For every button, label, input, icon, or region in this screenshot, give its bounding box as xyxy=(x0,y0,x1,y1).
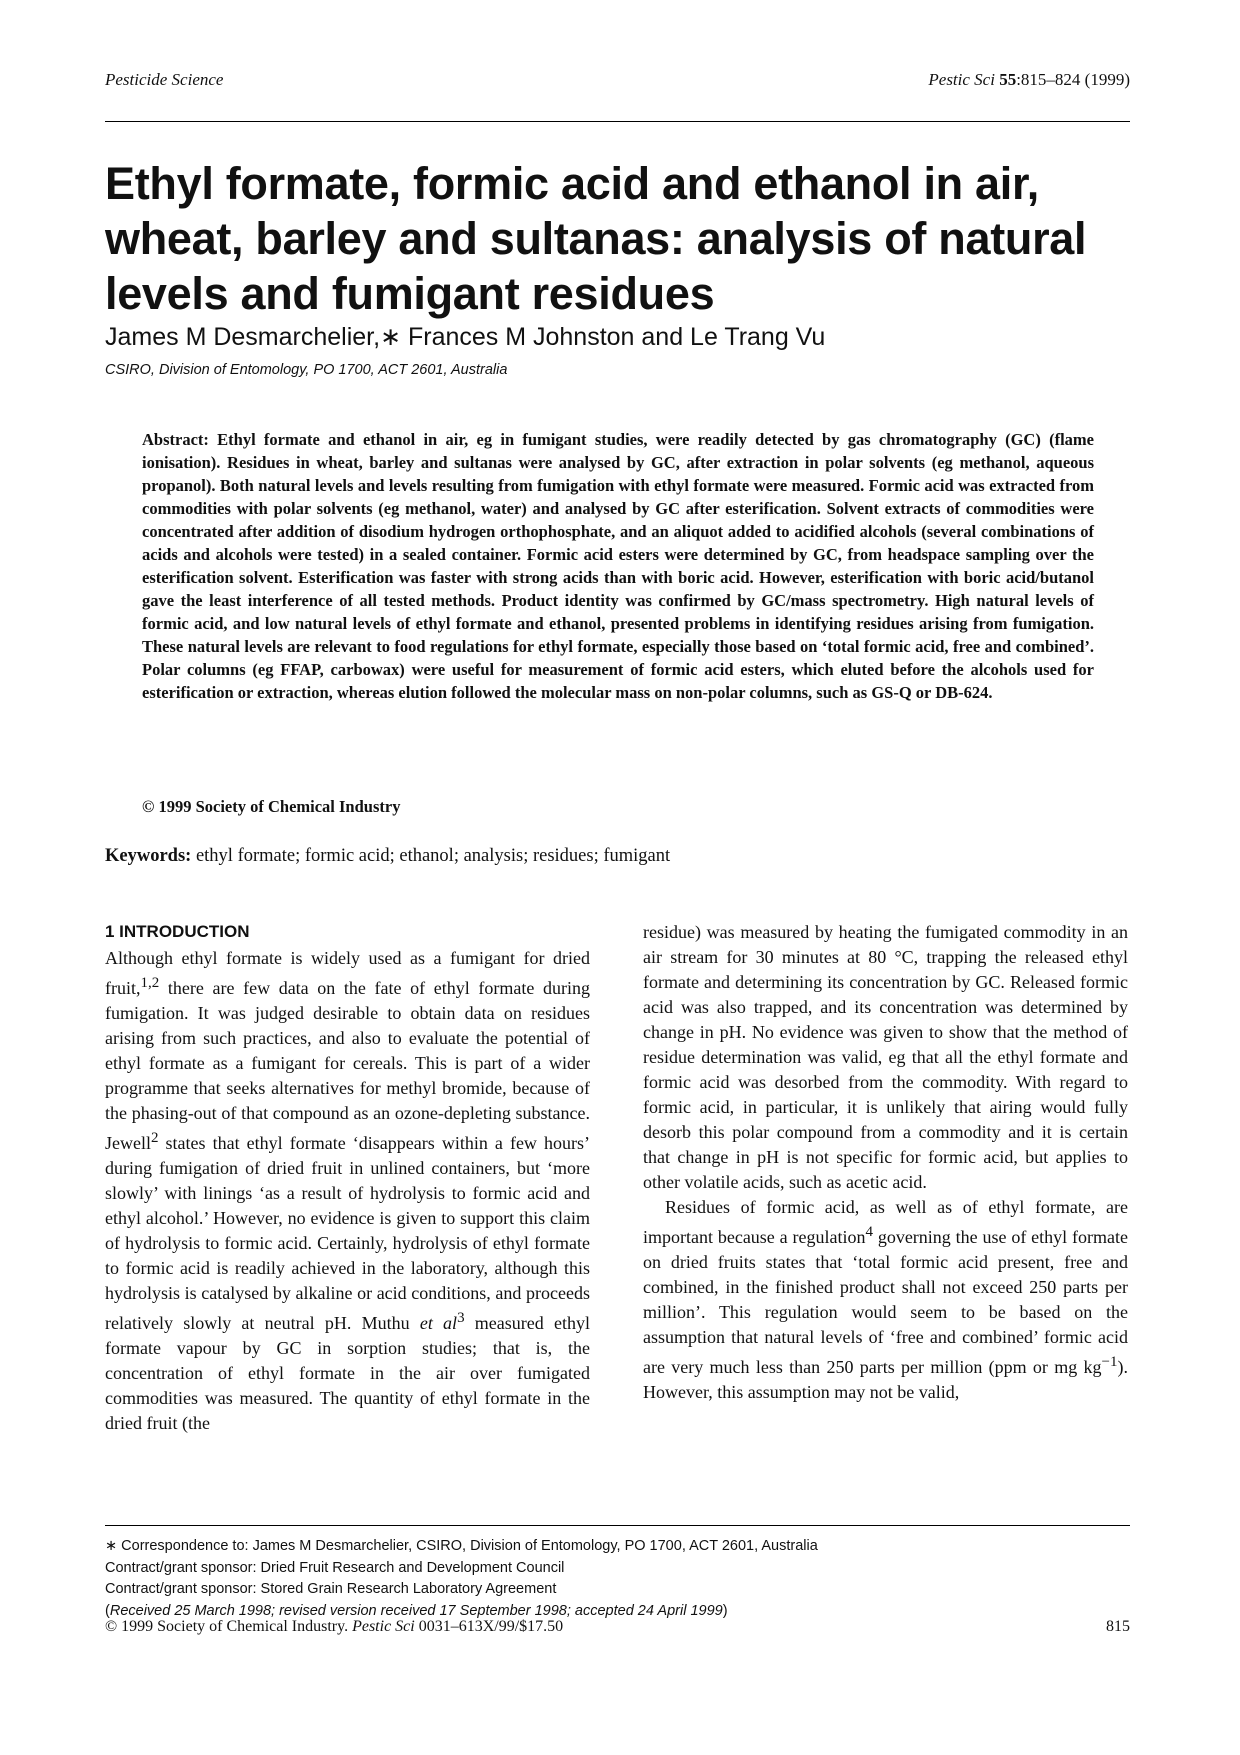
keywords-list: ethyl formate; formic acid; ethanol; analysis; residues; fumigant xyxy=(191,846,671,866)
citation-ref: 3 xyxy=(457,1310,465,1326)
citation xyxy=(928,70,1130,90)
text-run: measured ethyl formate vapour by GC in sorption studies; that is, the concentration of ethyl formate in the air over fumigated commodities was measured. The quantity of ethyl formate in the dried fruit (the xyxy=(105,1313,590,1433)
citation-ref: 1,2 xyxy=(140,975,160,991)
article-title: Ethyl formate, formic acid and ethanol in air, wheat, barley and sultanas: analysis of natural levels and fumigant residues xyxy=(105,158,1087,319)
footer-issn: 0031–613X/99/$17.50 xyxy=(414,1618,564,1635)
affiliation: CSIRO, Division of Entomology, PO 1700, ACT 2601, Australia xyxy=(105,362,508,378)
text-run: governing the use of ethyl formate on dried fruits states that ‘total formic acid present, free and combined, in the finished product shall not exceed 250 parts per million’. This regulation would seem to be based on the assumption that natural levels of ‘free and combined’ formic acid are very much less than 250 parts per million (ppm or mg kg xyxy=(643,1227,1128,1377)
et-al: et al xyxy=(419,1313,458,1333)
body-column-left xyxy=(105,920,590,1436)
citation-journal: Pestic Sci xyxy=(928,70,995,89)
header-divider xyxy=(105,121,1130,122)
page-footer xyxy=(105,1618,1130,1636)
intro-paragraph-2 xyxy=(643,1195,1128,1405)
citation-pages: :815–824 (1999) xyxy=(1016,70,1130,89)
text-run: Although ethyl formate is widely used as a fumigant for dried fruit, xyxy=(105,948,590,998)
text-run: ). However, this assumption may not be valid, xyxy=(643,1357,1128,1402)
keywords-label: Keywords: xyxy=(105,846,192,866)
abstract: Abstract: Ethyl formate and ethanol in air, eg in fumigant studies, were readily detected by gas chromatography (GC) (flame ionisation). Residues in wheat, barley and sultanas were analysed by GC, after extraction in polar solvents (eg methanol, aqueous propanol). Both natural levels and levels resulting from fumigation with ethyl formate were measured. Formic acid was extracted from commodities with polar solvents (eg methanol, water) and analysed by GC after esterification. Solvent extracts of commodities were concentrated after addition of disodium hydrogen orthophosphate, and an aliquot added to acidified alcohols (several combinations of acids and alcohols were tested) in a sealed container. Formic acid esters were determined by GC, from headspace sampling over the esterification solvent. Esterification was faster with strong acids than with boric acid. However, esterification with boric acid/butanol gave the least interference of all tested methods. Product identity was confirmed by GC/mass spectrometry. High natural levels of formic acid, and low natural levels of ethyl formate and ethanol, presented problems in identifying residues arising from fumigation. These natural levels are relevant to food regulations for ethyl formate, especially those based on ‘total formic acid, free and combined’. Polar columns (eg FFAP, carbowax) were useful for measurement of formic acid esters, which eluted before the alcohols used for esterification or extraction, whereas elution followed the molecular mass on non-polar columns, such as GS-Q or DB-624. xyxy=(142,430,1094,702)
citation-volume: 55 xyxy=(999,70,1017,89)
citation-ref: 4 xyxy=(865,1224,873,1240)
citation-ref: 2 xyxy=(150,1130,159,1146)
sponsor-note: Contract/grant sponsor: Dried Fruit Research and Development Council xyxy=(105,1559,565,1576)
body-column-right xyxy=(643,920,1128,1405)
page-number: 815 xyxy=(1106,1618,1130,1635)
journal-name: Pesticide Science xyxy=(105,70,224,89)
correspondence-note: ∗ Correspondence to: James M Desmarchelier, CSIRO, Division of Entomology, PO 1700, ACT 2601, Australia xyxy=(105,1538,818,1554)
intro-paragraph-1 xyxy=(105,946,590,1436)
intro-paragraph-1-continued: residue) was measured by heating the fumigated commodity in an air stream for 30 minutes at 80 °C, trapping the released ethyl formate and determining its concentration by GC. Released formic acid was also trapped, and its concentration was determined by change in pH. No evidence was given to show that the method of residue determination was valid, eg that all the ethyl formate and formic acid was desorbed from the commodity. With regard to formic acid, in particular, it is unlikely that airing would fully desorb this polar compound from a commodity and it is certain that change in pH is not specific for formic acid, but applies to other volatile acids, such as acetic acid. xyxy=(643,922,1128,1192)
section-heading: 1 INTRODUCTION xyxy=(105,922,250,941)
running-head xyxy=(105,70,1130,94)
paren: ) xyxy=(722,1602,728,1619)
text-run: there are few data on the fate of ethyl formate during fumigation. It was judged desirable to obtain data on residues arising from such practices, and also to evaluate the potential of ethyl formate as a fumigant for cereals. This is part of a wider programme that seeks alternatives for methyl bromide, because of the phasing-out of that compound as an ozone-depleting substance. Jewell xyxy=(105,978,590,1153)
keywords xyxy=(105,846,670,867)
footer-journal: Pestic Sci xyxy=(352,1618,415,1635)
footnote-divider xyxy=(105,1525,1130,1526)
sponsor-note: Contract/grant sponsor: Stored Grain Research Laboratory Agreement xyxy=(105,1581,557,1597)
footer-copyright: © 1999 Society of Chemical Industry. xyxy=(105,1618,353,1635)
paren: ( xyxy=(105,1602,110,1619)
abstract-copyright: © 1999 Society of Chemical Industry xyxy=(142,797,401,816)
received-dates: Received 25 March 1998; revised version received 17 September 1998; accepted 24 April 1999 xyxy=(109,1602,723,1619)
text-run: states that ethyl formate ‘disappears within a few hours’ during fumigation of dried fruit in unlined containers, but ‘more slowly’ with linings ‘as a result of hydrolysis to formic acid and ethyl alcohol.’ However, no evidence is given to support this claim of hydrolysis to formic acid. Certainly, hydrolysis of ethyl formate to formic acid is readily achieved in the laboratory, although this hydrolysis is catalysed by alkaline or acid conditions, and proceeds relatively slowly at neutral pH. Muthu xyxy=(105,1133,590,1333)
authors: James M Desmarchelier,∗ Frances M Johnston and Le Trang Vu xyxy=(105,323,826,351)
footnotes xyxy=(105,1536,818,1622)
unit-exponent: −1 xyxy=(1101,1354,1118,1370)
text-run: Residues of formic acid, as well as of ethyl formate, are important because a regulation xyxy=(643,1197,1128,1247)
